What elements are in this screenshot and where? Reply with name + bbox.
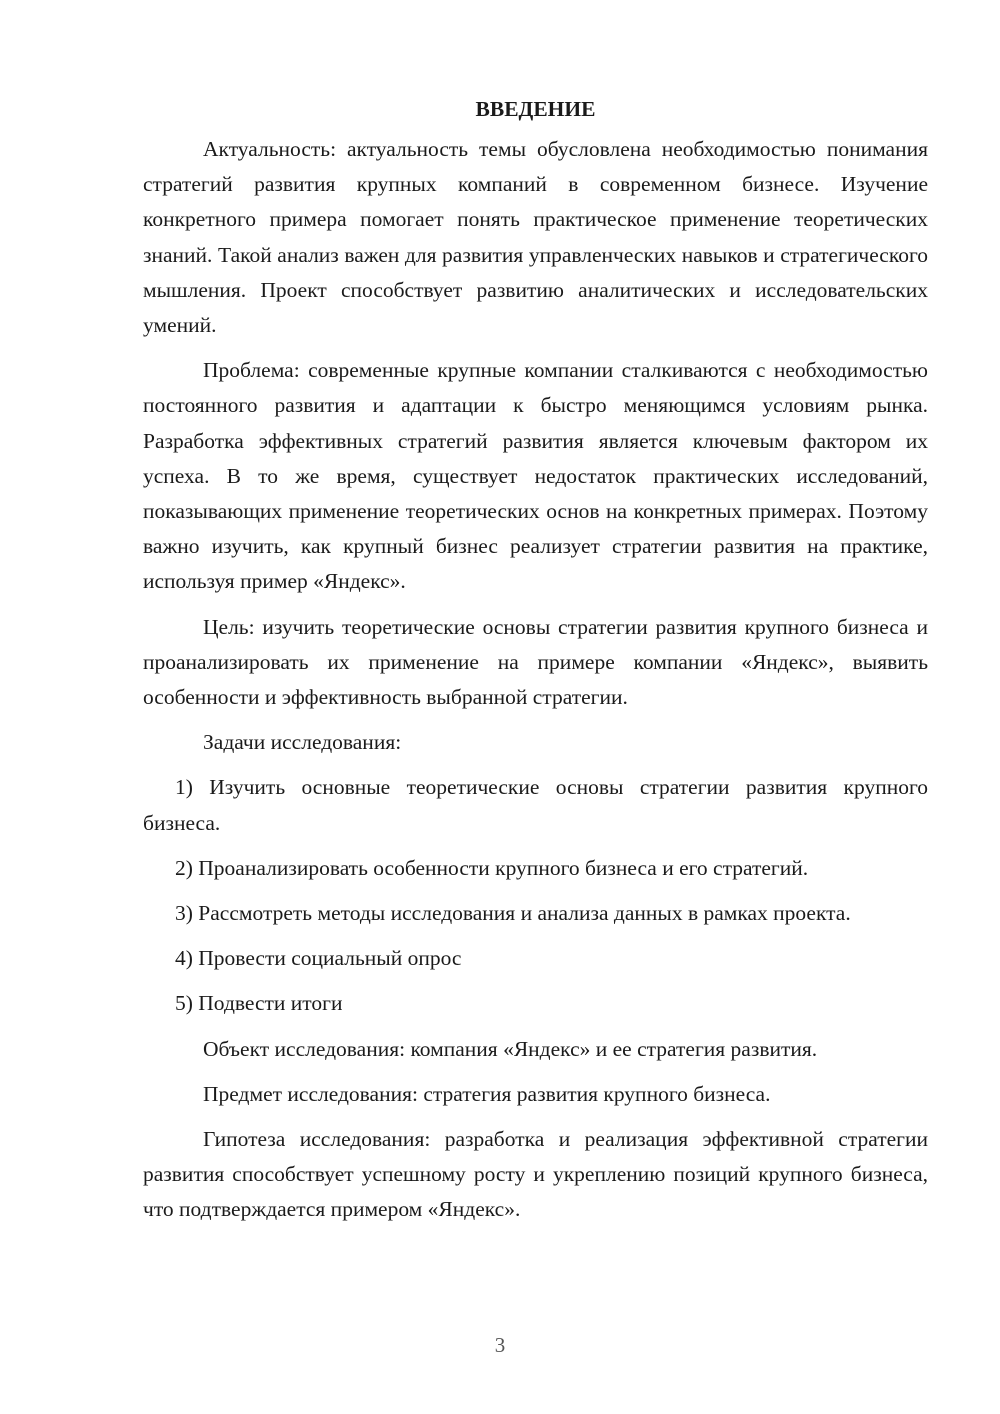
task-item-5: 5) Подвести итоги xyxy=(175,991,343,1016)
page-number: 3 xyxy=(494,1333,506,1357)
problem-paragraph: Проблема: современные крупные компании сталкиваются с необходимостью постоянного развития и адаптации к быстро меняющимся условиям рынка. Разработка эффективных стратегий развития является ключевым фактором их успеха. В то же время, существует недостаток практических исследований, показывающих применение теоретических основ на конкретных примерах. Поэтому важно изучить, как крупный бизнес реализует стратегии развития на практике, используя пример «Яндекс». xyxy=(143,358,928,594)
task-item-4: 4) Провести социальный опрос xyxy=(175,946,462,971)
hypothesis-paragraph: Гипотеза исследования: разработка и реализация эффективной стратегии развития способствует успешному росту и укреплению позиций крупного бизнеса, что подтверждается примером «Яндекс». xyxy=(143,1127,928,1222)
relevance-paragraph: Актуальность: актуальность темы обусловлена необходимостью понимания стратегий развития крупных компаний в современном бизнесе. Изучение конкретного примера помогает понять практическое применение теоретических знаний. Такой анализ важен для развития управленческих навыков и стратегического мышления. Проект способствует развитию аналитических и исследовательских умений. xyxy=(143,137,928,338)
goal-paragraph: Цель: изучить теоретические основы стратегии развития крупного бизнеса и проанализировать их применение на примере компании «Яндекс», выявить особенности и эффективность выбранной стратегии. xyxy=(143,614,928,710)
tasks-heading: Задачи исследования: xyxy=(203,730,402,755)
task-item-2: 2) Проанализировать особенности крупного бизнеса и его стратегий. xyxy=(175,855,809,880)
task-item-1: 1) Изучить основные теоретические основы стратегии развития крупного бизнеса. xyxy=(143,775,928,835)
page-content xyxy=(143,92,928,1238)
task-item-3: 3) Рассмотреть методы исследования и анализа данных в рамках проекта. xyxy=(175,901,851,926)
object-paragraph: Объект исследования: компания «Яндекс» и ее стратегия развития. xyxy=(203,1036,818,1061)
subject-paragraph: Предмет исследования: стратегия развития крупного бизнеса. xyxy=(203,1081,771,1106)
section-title: ВВЕДЕНИЕ xyxy=(475,97,596,121)
